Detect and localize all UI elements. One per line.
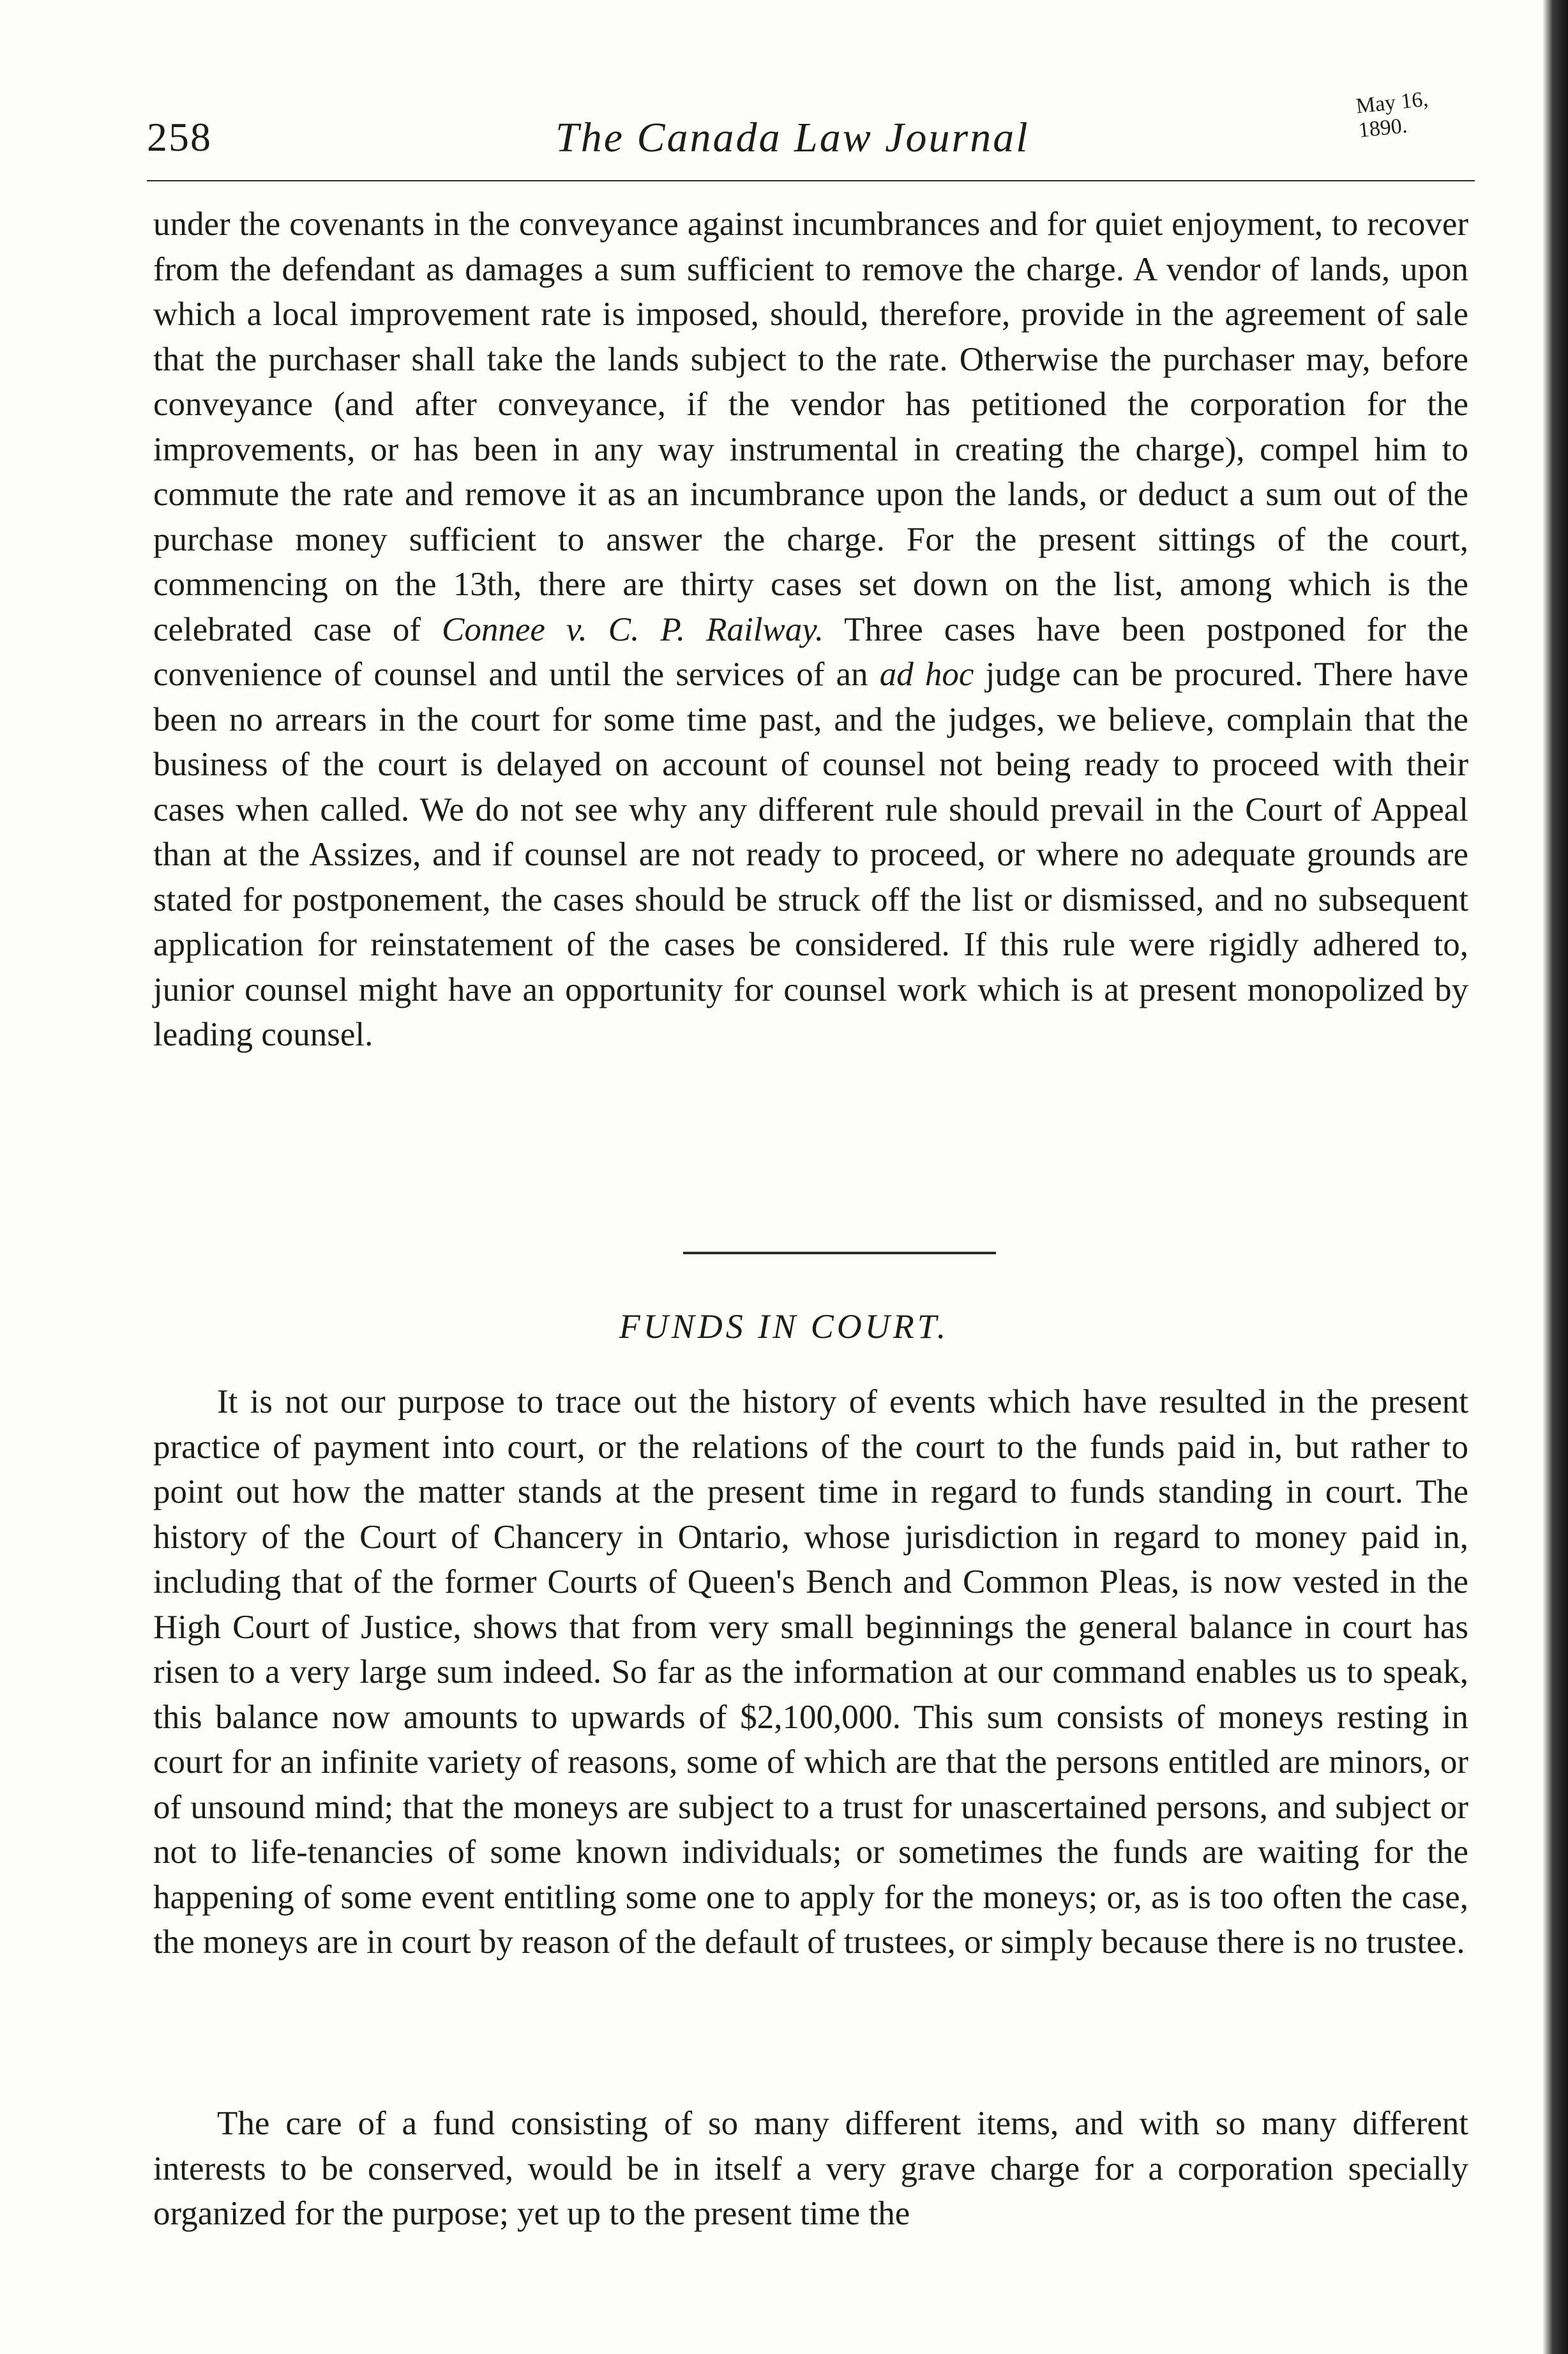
page-header — [147, 87, 1475, 171]
body-paragraph — [153, 202, 1468, 1058]
header-rule — [147, 180, 1475, 181]
section-body-continued — [153, 2101, 1468, 2236]
journal-title: The Canada Law Journal — [555, 114, 1030, 161]
page-number: 258 — [147, 114, 212, 160]
article-continuation — [153, 202, 1468, 1058]
case-name: Connee v. C. P. Railway. — [442, 611, 824, 648]
body-paragraph: It is not our purpose to trace out the history of events which have resulted in the present practice of payment into court, or the relations of the court to the funds paid in, but rather to point out how the matter stands at the present time in regard to funds standing in court. The history of the Court of Chancery in Ontario, whose jurisdiction in regard to money paid in, including that of the former Courts of Queen's Bench and Common Pleas, is now vested in the High Court of Justice, shows that from very small beginnings the general balance in court has risen to a very large sum indeed. So far as the information at our command enables us to speak, this balance now amounts to upwards of $2,100,000. This sum consists of moneys resting in court for an infinite variety of reasons, some of which are that the persons entitled are minors, or of unsound mind; that the moneys are subject to a trust for unascertained persons, and subject or not to life-tenancies of some known individuals; or sometimes the funds are waiting for the happening of some event entitling some one to apply for the moneys; or, as is too often the case, the moneys are in court by reason of the default of trustees, or simply because there is no trustee. — [153, 1383, 1468, 1961]
body-text: under the covenants in the conveyance against incumbrances and for quiet enjoyment, to recover from the defendant as damages a sum sufficient to remove the charge. A vendor of lands, upon which a local improvement rate is imposed, should, therefore, provide in the agreement of sale that the purchaser shall take the lands subject to the rate. Otherwise the purchaser may, before conveyance (and after conveyance, if the vendor has petitioned the corporation for the improvements, or has been in any way instrumental in creating the charge), compel him to commute the rate and remove it as an incumbrance upon the lands, or deduct a sum out of the purchase money sufficient to answer the charge. For the present sittings of the court, commencing on the 13th, there are thirty cases set down on the list, among which is the celebrated case of — [153, 206, 1468, 648]
latin-term: ad hoc — [879, 656, 974, 693]
body-text: judge can be procured. There have been no arrears in the court for some time past, and the judges, we believe, complain that the business of the court is delayed on account of counsel not being ready to proceed with their cases when called. We do not see why any different rule should prevail in the Court of Appeal than at the Assizes, and if counsel are not ready to proceed, or where no adequate grounds are stated for postponement, the cases should be struck off the list or dismissed, and no subsequent application for reinstatement of the cases be considered. If this rule were rigidly adhered to, junior counsel might have an opportunity for counsel work which is at present monopolized by leading counsel. — [153, 656, 1468, 1053]
body-text: Three cases have been postponed for the convenience of counsel and until the services of an — [153, 611, 1468, 693]
body-paragraph: The care of a fund consisting of so many different items, and with so many different interests to be conserved, would be in itself a very grave charge for a corporation specially organized for the purpose; yet up to the present time the — [153, 2105, 1468, 2232]
section-heading: FUNDS IN COURT. — [619, 1307, 949, 1346]
section-divider — [683, 1252, 996, 1254]
issue-date: May 16, 1890. — [1355, 87, 1429, 143]
section-body — [153, 1379, 1468, 1965]
page-edge-shadow — [1542, 0, 1568, 2354]
